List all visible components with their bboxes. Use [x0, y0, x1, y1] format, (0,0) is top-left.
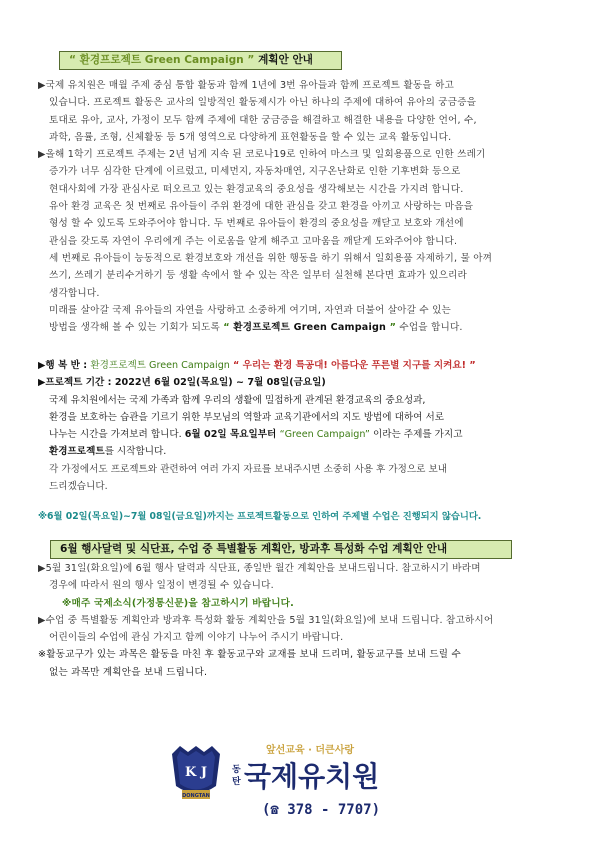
para1-line: 과학, 음률, 조형, 신체활동 등 5개 영역으로 다양하게 표현활동을 할 수 있는 교육 활동입니다. — [49, 131, 452, 143]
body1-line — [38, 426, 578, 443]
logo-side-2: 탄 — [232, 777, 241, 787]
para2-line: 유아 환경 교육은 첫 번째로 유아들이 주위 환경에 대한 관심을 갖고 환경을 아끼고 사랑하는 마음을 — [49, 201, 474, 213]
para2-line: 현대사회에 가장 관심사로 떠오르고 있는 환경교육의 중요성을 생각해보는 시간을 가지려 합니다. — [49, 183, 464, 195]
para2-line: ▶올해 1학기 프로젝트 주제는 2년 넘게 지속 된 코로나19로 인하여 마스크 및 일회용품으로 인한 쓰레기 — [38, 149, 486, 161]
section1-header — [59, 51, 342, 70]
para2-line: 세 번째로 유아들이 능동적으로 환경보호와 개선을 위한 행동을 하기 위해서 일회용품 자제하기, 물 아껴 — [49, 252, 493, 264]
body2-line: 각 가정에서도 프로젝트와 관련하여 여러 가지 자료를 보내주시면 소중히 사용 후 가정으로 보내 — [49, 463, 448, 475]
svg-text:K J: K J — [185, 765, 207, 780]
period-line — [38, 374, 578, 391]
para2-line: 생각합니다. — [49, 287, 100, 299]
quote-close: ” — [247, 54, 255, 66]
text: 방법을 생각해 볼 수 있는 기회가 되도록 — [49, 322, 224, 334]
s2-line: 없는 과목만 계획안을 보내 드립니다. — [49, 666, 208, 678]
body2-line: 드리겠습니다. — [49, 481, 108, 493]
s2-line: ▶수업 중 특별활동 계획안과 방과후 특성화 활동 계획안을 5월 31일(화요일)에 보내 드립니다. 참고하시어 — [38, 614, 494, 626]
text: 를 시작합니다. — [104, 446, 167, 458]
section2-body — [38, 560, 578, 681]
text: 수업을 합니다. — [396, 322, 463, 334]
para1-line: 토대로 유아, 교사, 가정이 모두 함께 주제에 대한 궁금증을 해결하고 해결한 내용을 다양한 언어, 수, — [49, 114, 477, 126]
logo-name: 국제유치원 — [244, 760, 380, 793]
body1-line: 환경을 보호하는 습관을 기르기 위한 부모님의 역할과 교육기관에서의 지도 방법에 대하여 서로 — [49, 411, 444, 423]
section1-body — [38, 77, 568, 336]
body1-line: 국제 유치원에서는 국제 가족과 함께 우리의 생활에 밀접하게 관계된 환경교육의 중요성과, — [49, 394, 426, 406]
para2-last-line — [38, 319, 568, 336]
notice-line: ※6월 02일(목요일)~7월 08일(금요일)까지는 프로젝트활동으로 인하여 주제별 수업은 진행되지 않습니다. — [38, 511, 482, 522]
para2-line: 증가가 너무 심각한 단계에 이르렀고, 미세먼지, 자동차매연, 지구온난화로 인한 기후변화 등으로 — [49, 166, 461, 178]
para2-line: 쓰기, 쓰레기 분리수거하기 등 생활 속에서 할 수 있는 작은 일부터 실천해 본다면 효과가 있으리라 — [49, 270, 467, 282]
emblem-icon — [172, 746, 220, 799]
section2-header: 6월 행사달력 및 식단표, 수업 중 특별활동 계획안, 방과후 특성화 수업 계획안 안내 — [50, 540, 512, 559]
start-date: 6월 02일 목요일부터 — [184, 429, 280, 441]
quote-close: ” — [469, 360, 476, 371]
s2-line: 경우에 따라서 원의 행사 일정이 변경될 수 있습니다. — [49, 580, 274, 592]
quote-open: “ — [69, 54, 76, 66]
class-slogan: 우리는 환경 특공대! 아름다운 푸른별 지구를 지켜요! — [239, 360, 470, 371]
s2-line: ▶5월 31일(화요일)에 6월 행사 달력과 식단표, 종일반 월간 계획안을 보내드립니다. 참고하시기 바라며 — [38, 563, 481, 574]
logo-graphic — [168, 742, 438, 822]
school-logo — [168, 742, 438, 822]
quote-close: ” — [389, 322, 397, 334]
para2-line: 미래를 살아갈 국제 유아들의 자연을 사랑하고 소중하게 여기며, 자연과 더불어 살아갈 수 있는 — [49, 304, 452, 316]
class-line — [38, 357, 578, 374]
logo-side-1: 동 — [232, 765, 241, 775]
para2-line: 형성 할 수 있도록 도와주어야 합니다. 두 번째로 유아들이 환경의 중요성을 깨닫고 보호와 개선에 — [49, 218, 464, 230]
svg-text:DONGTAN: DONGTAN — [182, 793, 210, 799]
header-suffix: 계획안 안내 — [254, 54, 313, 66]
campaign-name: 환경프로젝트 Green Campaign — [75, 54, 248, 66]
period-label: ▶프로젝트 기간 : — [38, 377, 115, 389]
campaign-quote: “Green Campaign” — [279, 429, 370, 441]
project-word: 환경프로젝트 — [49, 446, 105, 458]
quote-open: “ — [223, 322, 230, 334]
s2-line: ※활동교구가 있는 과목은 활동을 마친 후 활동교구와 교재를 보내 드리며, 활동교구를 보내 드릴 수 — [38, 649, 461, 661]
text: 이라는 주제를 가지고 — [369, 429, 463, 441]
logo-motto: 앞선교육 · 더큰사랑 — [265, 745, 355, 756]
para1-line: 있습니다. 프로젝트 활동은 교사의 일방적인 활동제시가 아닌 하나의 주제에 대하여 유아의 궁금증을 — [49, 97, 477, 109]
project-info — [38, 357, 578, 495]
body1-line — [38, 443, 578, 460]
campaign-name-inline: 환경프로젝트 Green Campaign — [229, 322, 390, 334]
period-value: 2022년 6월 02일(목요일) ~ 7월 08일(금요일) — [114, 377, 326, 389]
s2-line: 어린이들의 수업에 관심 가지고 함께 이야기 나누어 주시기 바랍니다. — [49, 632, 344, 644]
para2-line: 관심을 갖도록 자연이 우리에게 주는 이로움을 알게 해주고 고마움을 깨닫게 도와주어야 합니다. — [49, 235, 458, 247]
class-campaign: 환경프로젝트 Green Campaign — [90, 360, 233, 371]
quote-open: “ — [232, 360, 240, 371]
logo-phone: (☎ 378 - 7707) — [262, 802, 381, 818]
text: 나누는 시간을 가져보려 합니다. — [49, 429, 185, 441]
s2-note: ※매주 국제소식(가정통신문)을 참고하시기 바랍니다. — [62, 597, 294, 609]
class-label: ▶행 복 반 : — [38, 360, 91, 371]
para1-line: ▶국제 유치원은 매월 주제 중심 통합 활동과 함께 1년에 3번 유아들과 함께 프로젝트 활동을 하고 — [38, 80, 454, 91]
